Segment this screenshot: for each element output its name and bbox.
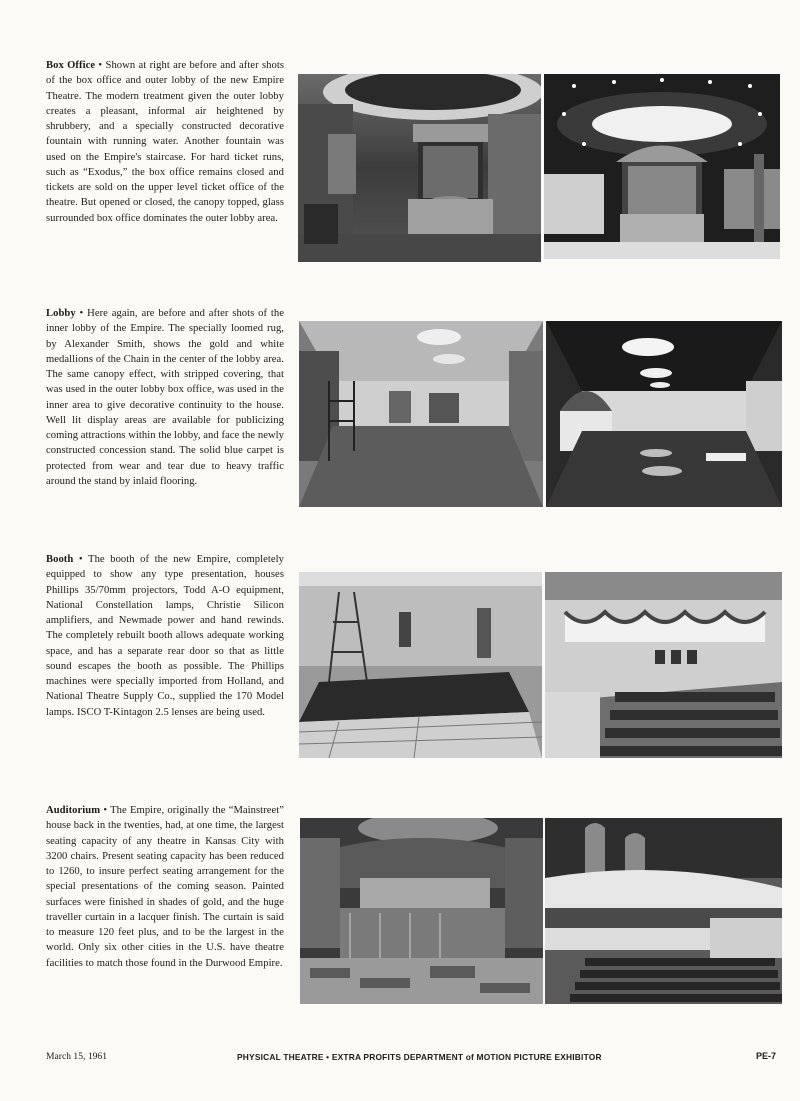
box-office-caption — [46, 58, 284, 226]
bullet: • — [98, 60, 103, 71]
footer-date: March 15, 1961 — [46, 1051, 108, 1062]
booth-caption — [46, 552, 284, 720]
box-office-heading: Box Office — [46, 60, 96, 71]
auditorium-after-photo — [545, 818, 782, 1004]
box-office-body: Shown at right are before and after shots of the box office and outer lobby of the new Empire Theatre. The modern treatment given the outer lobby creates a pleasant, informal air heightened by shrubbery, and a specially constructed decorative fountain with running water. Another fountain was used on the Empire's staircase. For hard ticket runs, such as “Exodus,” the box office remains closed and tickets are sold on the upper level ticket office of the theatre. But opened or closed, the canopy topped, glass surrounded box office dominates the outer lobby area. — [46, 60, 284, 224]
page-footer — [46, 1051, 776, 1065]
lobby-after-photo — [546, 321, 782, 507]
auditorium-caption — [46, 803, 284, 971]
auditorium-heading: Auditorium — [46, 805, 101, 816]
page-number: PE-7 — [755, 1051, 776, 1061]
booth-heading: Booth — [46, 554, 74, 565]
auditorium-before-photo — [300, 818, 543, 1004]
box-office-after-photo — [544, 74, 780, 259]
bullet: • — [79, 308, 84, 319]
box-office-before-photo — [298, 74, 541, 262]
booth-after-photo — [545, 572, 782, 758]
bullet: • — [103, 805, 108, 816]
lobby-before-photo — [299, 321, 543, 507]
auditorium-body: The Empire, originally the “Mainstreet” house back in the twenties, had, at one time, the largest seating capacity of any theatre in Kansas City with 3200 chairs. Present seating capacity has been reduced to 1260, to insure perfect seating arrangement for the special presentations of the coming season. Painted surfaces were finished in shades of gold, and the huge traveller curtain in a lacquer finish. The curtain is said to measure 120 feet plus, and to be the largest in the world. Only six other cities in the U.S. have theatre facilities to match those found in the Durwood Empire. — [46, 805, 285, 969]
footer-publication: PHYSICAL THEATRE • EXTRA PROFITS DEPARTMENT of MOTION PICTURE EXHIBITOR — [237, 1052, 602, 1062]
lobby-body: Here again, are before and after shots of the inner lobby of the Empire. The specially loomed rug, by Alexander Smith, shows the gold and white medallions of the Chain in the center of the lobby area. The same canopy effect, with stripped covering, that was used in the outer lobby box office, was used in the inner area to give decorative continuity to the house. Well lit display areas are available for publicizing coming attractions within the lobby, and face the newly constructed concession stand. The solid blue carpet is protected from wear and tear due to heavy traffic around the stand by inlaid flooring. — [46, 308, 284, 487]
booth-body: The booth of the new Empire, completely equipped to show any type presentation, houses Phillips 35/70mm projectors, Todd A-O equipment, National Constellation lamps, Christie Silicon amplifiers, and Newmade power and hand rewinds. The completely rebuilt booth allows adequate working space, and has a separate rear door so that as little sound escapes the booth as possible. The Phillips machines were specially imported from Holland, and National Theatre Supply Co., supplied the 170 Model lamps. ISCO T-Kintagon 2.5 lenses are being used. — [46, 554, 284, 718]
booth-before-photo — [299, 572, 542, 758]
bullet: • — [78, 554, 83, 565]
lobby-caption — [46, 306, 284, 489]
lobby-heading: Lobby — [46, 308, 76, 319]
